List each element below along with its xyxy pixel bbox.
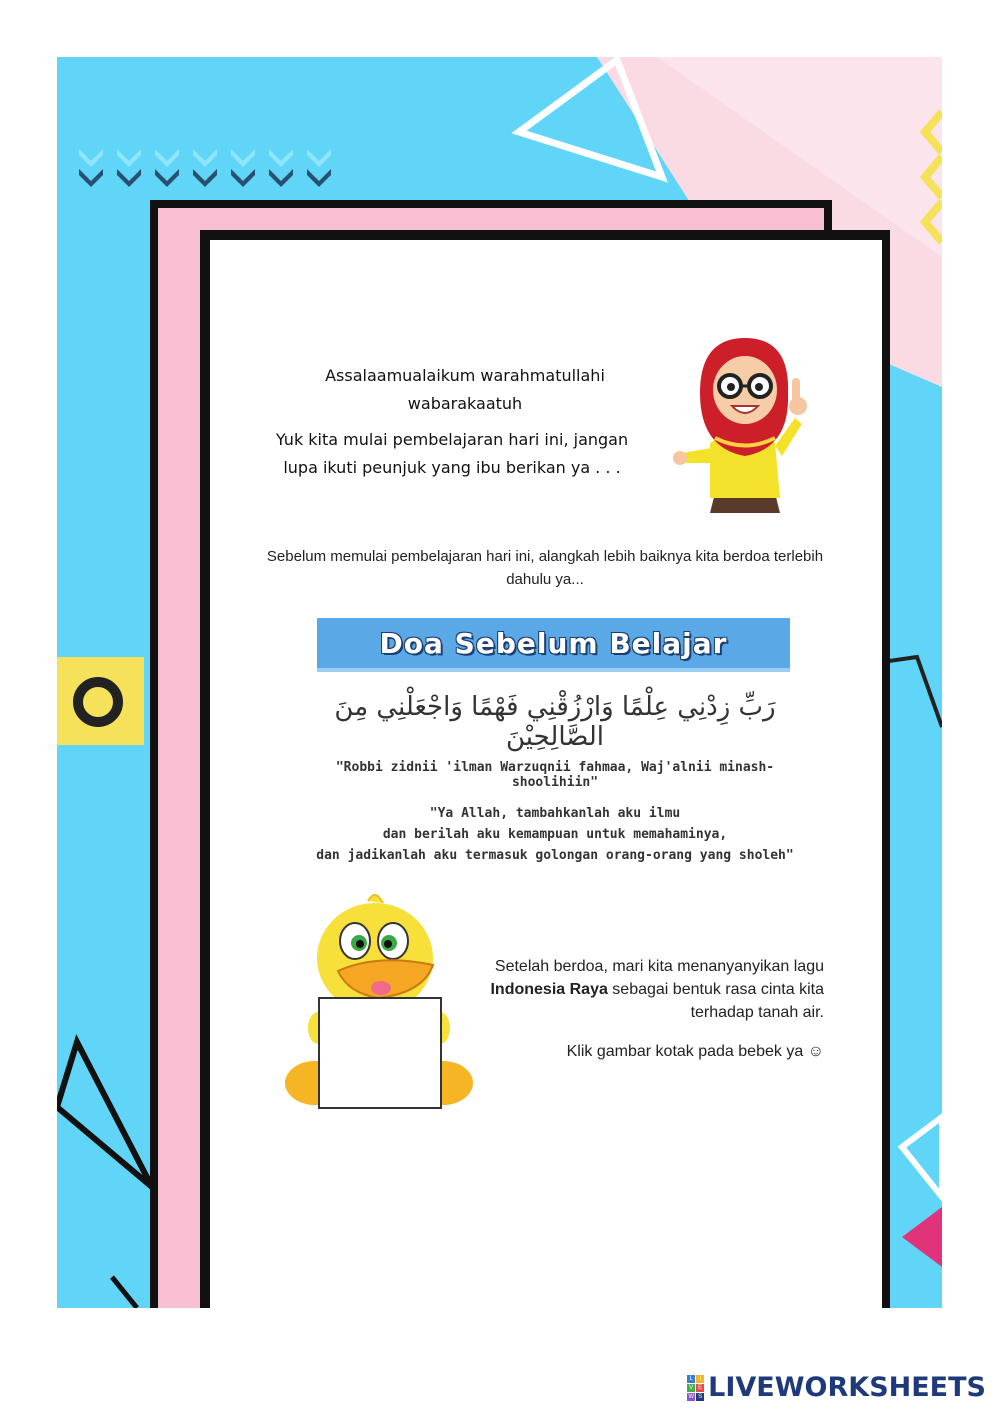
salam-line-2: wabarakaatuh bbox=[407, 394, 523, 413]
logo-cell: L bbox=[687, 1375, 695, 1383]
doa-title-banner bbox=[317, 618, 790, 672]
doa-title: Doa Sebelum Belajar bbox=[379, 626, 728, 660]
duck-sign-box-button[interactable] bbox=[318, 997, 442, 1109]
liveworksheets-logo bbox=[687, 1372, 986, 1403]
intro-text bbox=[262, 545, 828, 591]
girl-hijab-illustration bbox=[670, 328, 815, 518]
lagu-line-3: terhadap tanah air. bbox=[690, 1004, 824, 1021]
lagu-instructions bbox=[470, 955, 824, 1024]
lagu-line-2 bbox=[470, 978, 824, 1001]
greeting-salam bbox=[290, 362, 640, 418]
logo-cell: W bbox=[688, 1393, 694, 1400]
meaning-line-3: dan jadikanlah aku termasuk golongan orang-orang yang sholeh" bbox=[316, 848, 794, 863]
lagu-line-1: Setelah berdoa, mari kita menanyanyikan lagu bbox=[494, 958, 824, 975]
klik-instruction: Klik gambar kotak pada bebek ya ☺ bbox=[566, 1043, 824, 1060]
doa-meaning bbox=[300, 803, 810, 866]
invite-line-1: Yuk kita mulai pembelajaran hari ini, jangan bbox=[275, 430, 629, 449]
meaning-line-2: dan berilah aku kemampuan untuk memahaminya, bbox=[382, 827, 728, 842]
invite-line-2: lupa ikuti peunjuk yang ibu berikan ya . . . bbox=[283, 458, 621, 477]
logo-cell: I bbox=[696, 1375, 704, 1383]
logo-grid-icon bbox=[687, 1375, 704, 1401]
logo-cell: V bbox=[689, 1384, 694, 1391]
logo-text: LIVEWORKSHEETS bbox=[708, 1372, 986, 1403]
meaning-line-1: "Ya Allah, tambahkanlah aku ilmu bbox=[429, 806, 681, 821]
salam-line-1: Assalaamualaikum warahmatullahi bbox=[325, 366, 605, 385]
intro-line-2: dahulu ya... bbox=[506, 571, 584, 588]
doa-arabic-text: رَبِّ زِدْنِي عِلْمًا وَارْزُقْنِي فَهْمًا وَاجْعَلْنِي مِنَ الصَّالِحِيْنَ bbox=[334, 692, 776, 752]
logo-cell: E bbox=[698, 1384, 703, 1391]
greeting-invitation bbox=[262, 426, 642, 482]
lagu-bold-text: Indonesia Raya bbox=[490, 981, 608, 998]
intro-line-1: Sebelum memulai pembelajaran hari ini, alangkah lebih baiknya kita berdoa terlebih bbox=[266, 548, 824, 565]
doa-latin-text: "Robbi zidnii 'ilman Warzuqnii fahmaa, Waj'alnii minash-shoolihiin" bbox=[335, 760, 775, 790]
lagu-line-2-rest: sebagai bentuk rasa cinta kita bbox=[607, 981, 824, 998]
logo-cell: S bbox=[698, 1393, 703, 1400]
